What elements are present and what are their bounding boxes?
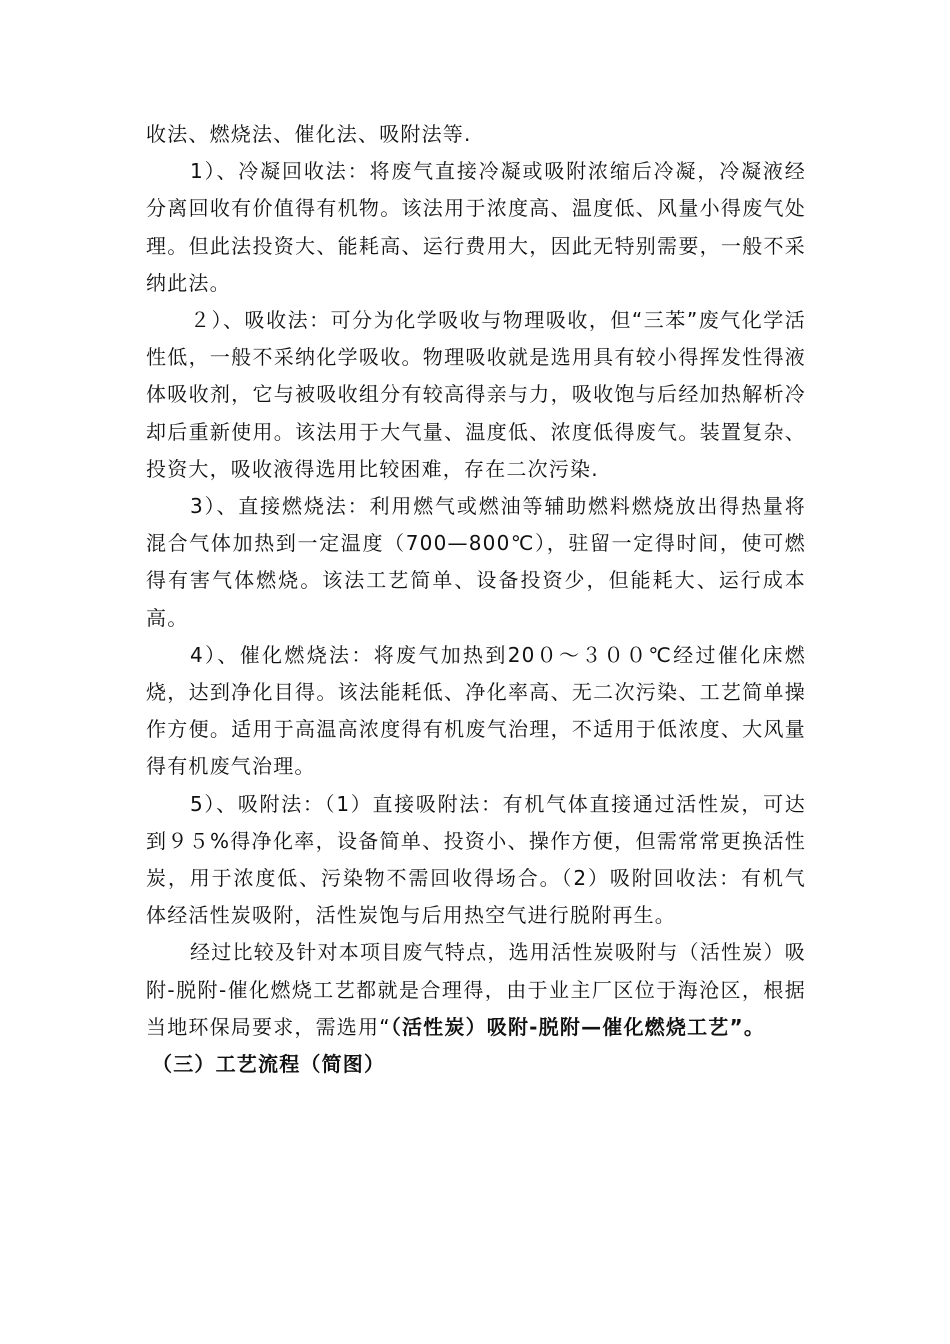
paragraph-catalytic-combustion: 4）、催化燃烧法：将废气加热到20０～３００℃经过催化床燃烧，达到净化目得。该法能耗低、净化率高、无二次污染、工艺简单操作方便。适用于高温高浓度得有机废气治理，不适用于低浓度、大风量得有机废气治理。 [146, 642, 806, 779]
conclusion-tail-text: ”。 [729, 1014, 766, 1039]
selected-process-text: （活性炭）吸附-脱附—催化燃烧工艺 [390, 1014, 730, 1039]
paragraph-absorption: ２）、吸收法：可分为化学吸收与物理吸收，但“三苯”废气化学活性低，一般不采纳化学吸收。物理吸收就是选用具有较小得挥发性得液体吸收剂，它与被吸收组分有较高得亲与力，吸收饱与后经加热解析冷却后重新使用。该法用于大气量、温度低、浓度低得废气。装置复杂、投资大，吸收液得选用比较困难，存在二次污染. [146, 308, 806, 481]
paragraph-conclusion [146, 934, 806, 1046]
conclusion-lead-text: 经过比较及针对本项目废气特点，选用活性炭吸附与（活性炭）吸附-脱附-催化燃烧工艺都就是合理得，由于业主厂区位于海沧区，根据当地环保局要求，需选用“ [146, 940, 806, 1039]
paragraph-condensation-recovery: 1）、冷凝回收法：将废气直接冷凝或吸附浓缩后冷凝，冷凝液经分离回收有价值得有机物。该法用于浓度高、温度低、风量小得废气处理。但此法投资大、能耗高、运行费用大，因此无特别需要，一般不采纳此法。 [146, 159, 806, 295]
section-heading: （三）工艺流程（简图） [152, 1052, 386, 1077]
paragraph-adsorption: 5）、吸附法：（1）直接吸附法：有机气体直接通过活性炭，可达到９５%得净化率，设备简单、投资小、操作方便，但需常常更换活性炭，用于浓度低、污染物不需回收得场合。（2）吸附回收法：有机气体经活性炭吸附，活性炭饱与后用热空气进行脱附再生。 [146, 791, 806, 928]
paragraph-direct-combustion: 3）、直接燃烧法：利用燃气或燃油等辅助燃料燃烧放出得热量将混合气体加热到一定温度（700—800℃），驻留一定得时间，使可燃得有害气体燃烧。该法工艺简单、设备投资少，但能耗大、运行成本高。 [146, 494, 806, 630]
body-text [146, 116, 806, 1083]
paragraph-continuation: 收法、燃烧法、催化法、吸附法等. [146, 122, 472, 146]
